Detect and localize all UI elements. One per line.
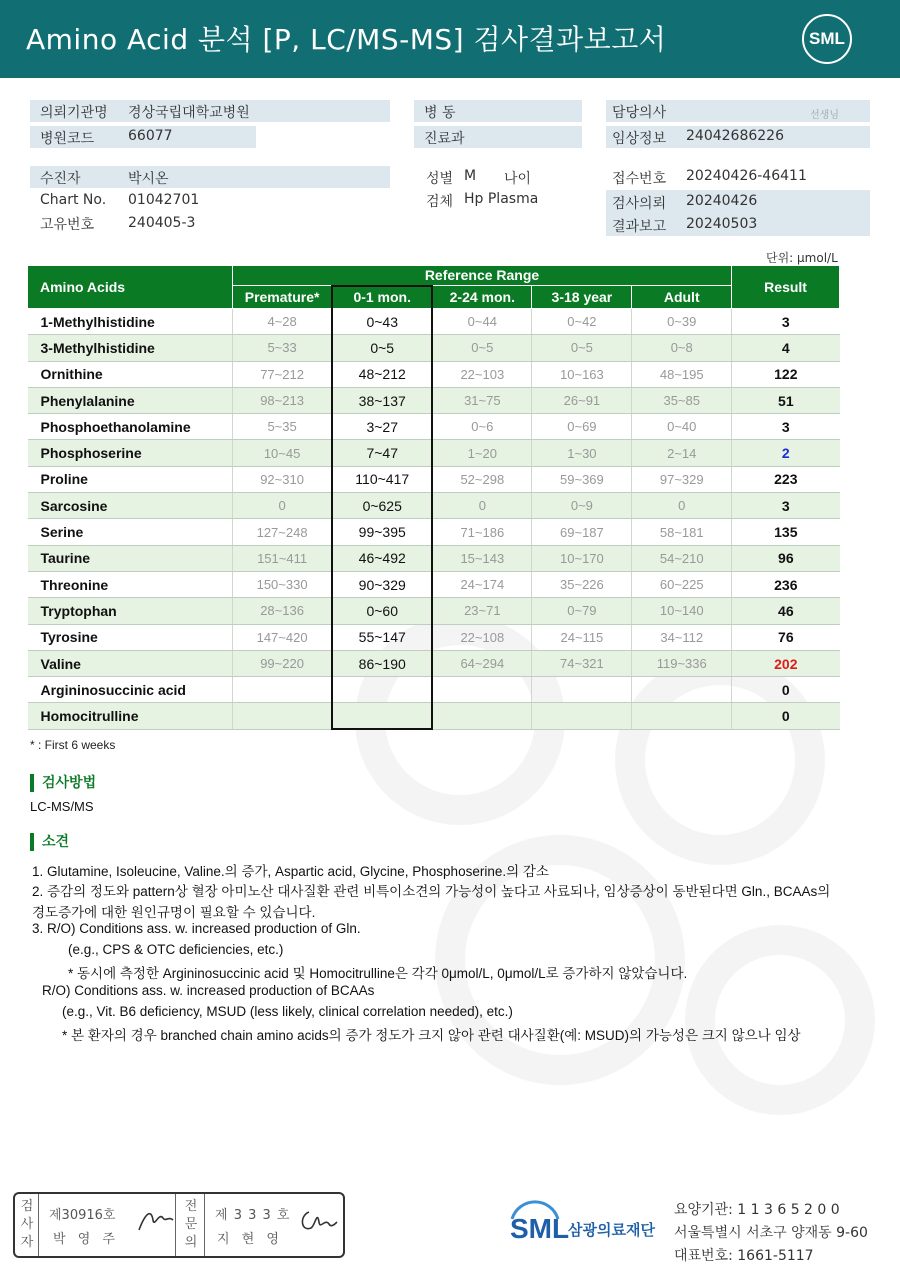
age-label: 나이 — [504, 171, 532, 187]
amino-acid-name: Proline — [28, 466, 233, 492]
ref-2-24-mon: 0 — [432, 493, 532, 519]
patient-value: 박시온 — [128, 171, 169, 187]
ref-premature: 147~420 — [232, 624, 332, 650]
col-reference-range: Reference Range — [232, 266, 731, 286]
specialist-label-1: 전 — [184, 1199, 198, 1214]
footnote: * : First 6 weeks — [30, 738, 116, 752]
amino-acid-name: Serine — [28, 519, 233, 545]
result-value: 4 — [732, 335, 840, 361]
ref-2-24-mon — [432, 703, 532, 729]
amino-acid-name: Ornithine — [28, 361, 233, 387]
ref-premature: 127~248 — [232, 519, 332, 545]
result-value: 122 — [732, 361, 840, 387]
finding-line: 1. Glutamine, Isoleucine, Valine.의 증가, Aspartic acid, Glycine, Phosphoserine.의 감소 — [32, 864, 549, 879]
specimen-value: Hp Plasma — [464, 191, 539, 207]
ref-premature: 28~136 — [232, 598, 332, 624]
ref-premature: 99~220 — [232, 650, 332, 676]
ref-0-1-mon — [332, 677, 432, 703]
ref-3-18-year: 26~91 — [532, 387, 632, 413]
clinical-label: 임상정보 — [612, 131, 667, 147]
ref-2-24-mon: 22~108 — [432, 624, 532, 650]
result-value: 135 — [732, 519, 840, 545]
report-value: 20240503 — [686, 216, 758, 232]
table-row — [28, 414, 840, 440]
doctor-label: 담당의사 — [612, 105, 667, 121]
clinical-value: 24042686226 — [686, 128, 784, 144]
ref-adult: 0~40 — [632, 414, 732, 440]
info-box — [30, 166, 390, 188]
ref-3-18-year: 0~42 — [532, 309, 632, 335]
ref-premature: 0 — [232, 493, 332, 519]
examiner-license: 제30916호 — [49, 1208, 116, 1223]
result-value: 2 — [732, 440, 840, 466]
ref-3-18-year: 59~369 — [532, 466, 632, 492]
unique-label: 고유번호 — [40, 217, 95, 233]
specimen-label: 검체 — [426, 194, 454, 210]
ref-0-1-mon: 46~492 — [332, 545, 432, 571]
finding-line: * 본 환자의 경우 branched chain amino acids의 증가 정도가 크지 않아 관련 대사질환(예: MSUD)의 가능성은 크지 않으나 임상 — [62, 1028, 801, 1043]
method-value: LC-MS/MS — [30, 799, 94, 814]
report-header — [0, 0, 900, 78]
ref-premature: 98~213 — [232, 387, 332, 413]
ref-premature: 10~45 — [232, 440, 332, 466]
specialist-license: 제 3 3 3 호 — [215, 1208, 291, 1223]
ref-adult: 0~39 — [632, 309, 732, 335]
table-row — [28, 519, 840, 545]
col-0-1-mon: 0-1 mon. — [332, 286, 432, 309]
amino-acid-name: Taurine — [28, 545, 233, 571]
patient-label: 수진자 — [40, 171, 81, 187]
ref-2-24-mon: 23~71 — [432, 598, 532, 624]
dept-label: 진료과 — [424, 131, 465, 147]
result-value: 202 — [732, 650, 840, 676]
org-logo-text: SML — [510, 1213, 570, 1244]
org-code: 요양기관: 1 1 3 6 5 2 0 0 — [674, 1202, 840, 1218]
examiner-label-2: 사 — [20, 1217, 34, 1232]
ref-adult: 0 — [632, 493, 732, 519]
col-adult: Adult — [632, 286, 732, 309]
ref-3-18-year: 1~30 — [532, 440, 632, 466]
ref-premature — [232, 677, 332, 703]
ref-0-1-mon: 86~190 — [332, 650, 432, 676]
ref-2-24-mon: 0~6 — [432, 414, 532, 440]
examiner-name: 박 영 주 — [53, 1232, 119, 1247]
ref-premature: 150~330 — [232, 571, 332, 597]
ref-2-24-mon: 71~186 — [432, 519, 532, 545]
ref-3-18-year: 0~5 — [532, 335, 632, 361]
ref-3-18-year: 10~163 — [532, 361, 632, 387]
ref-2-24-mon: 24~174 — [432, 571, 532, 597]
findings-title: 소견 — [30, 833, 69, 851]
ref-2-24-mon: 0~5 — [432, 335, 532, 361]
table-row — [28, 571, 840, 597]
col-amino-acids: Amino Acids — [28, 266, 233, 309]
ref-3-18-year: 0~69 — [532, 414, 632, 440]
table-row — [28, 361, 840, 387]
table-row — [28, 677, 840, 703]
amino-acid-name: Threonine — [28, 571, 233, 597]
ref-premature: 4~28 — [232, 309, 332, 335]
finding-line: R/O) Conditions ass. w. increased production of BCAAs — [42, 983, 375, 998]
chart-label: Chart No. — [40, 192, 107, 208]
request-value: 20240426 — [686, 193, 758, 209]
ref-premature: 151~411 — [232, 545, 332, 571]
amino-acid-name: Valine — [28, 650, 233, 676]
unique-value: 240405-3 — [128, 215, 196, 231]
amino-acid-name: Phenylalanine — [28, 387, 233, 413]
ref-3-18-year — [532, 703, 632, 729]
finding-line: (e.g., CPS & OTC deficiencies, etc.) — [68, 942, 284, 957]
ref-adult: 97~329 — [632, 466, 732, 492]
ref-3-18-year: 0~9 — [532, 493, 632, 519]
report-label: 결과보고 — [612, 219, 667, 235]
amino-acid-name: Phosphoserine — [28, 440, 233, 466]
ref-2-24-mon: 1~20 — [432, 440, 532, 466]
ref-0-1-mon: 99~395 — [332, 519, 432, 545]
signature-box — [13, 1192, 345, 1258]
chart-value: 01042701 — [128, 192, 200, 208]
examiner-label-3: 자 — [20, 1235, 34, 1250]
table-row — [28, 624, 840, 650]
ref-0-1-mon — [332, 703, 432, 729]
ref-premature: 77~212 — [232, 361, 332, 387]
ref-2-24-mon: 0~44 — [432, 309, 532, 335]
ref-premature: 5~35 — [232, 414, 332, 440]
table-row — [28, 545, 840, 571]
ref-adult: 34~112 — [632, 624, 732, 650]
amino-acid-name: Homocitrulline — [28, 703, 233, 729]
ref-3-18-year: 10~170 — [532, 545, 632, 571]
table-row — [28, 309, 840, 335]
finding-line: (e.g., Vit. B6 deficiency, MSUD (less likely, clinical correlation needed), etc.) — [62, 1004, 513, 1019]
ref-3-18-year: 35~226 — [532, 571, 632, 597]
table-row — [28, 703, 840, 729]
result-value: 46 — [732, 598, 840, 624]
ref-premature — [232, 703, 332, 729]
specialist-label-3: 의 — [184, 1235, 198, 1250]
ref-adult: 35~85 — [632, 387, 732, 413]
ref-3-18-year: 69~187 — [532, 519, 632, 545]
reception-label: 접수번호 — [612, 171, 667, 187]
ref-premature: 5~33 — [232, 335, 332, 361]
amino-acid-name: Phosphoethanolamine — [28, 414, 233, 440]
result-value: 51 — [732, 387, 840, 413]
org-address: 서울특별시 서초구 양재동 9-60 — [674, 1225, 868, 1241]
col-result: Result — [732, 266, 840, 309]
table-row — [28, 440, 840, 466]
ref-adult: 48~195 — [632, 361, 732, 387]
ref-2-24-mon: 52~298 — [432, 466, 532, 492]
ref-adult: 119~336 — [632, 650, 732, 676]
ref-0-1-mon: 7~47 — [332, 440, 432, 466]
finding-line: 3. R/O) Conditions ass. w. increased production of Gln. — [32, 921, 361, 936]
result-value: 3 — [732, 493, 840, 519]
ref-2-24-mon: 22~103 — [432, 361, 532, 387]
examiner-signature-icon — [135, 1204, 175, 1238]
result-value: 76 — [732, 624, 840, 650]
ref-0-1-mon: 38~137 — [332, 387, 432, 413]
code-label: 병원코드 — [40, 131, 95, 147]
finding-line: 2. 증감의 정도와 pattern상 혈장 아미노산 대사질환 관련 비특이소견의 가능성이 높다고 사료되나, 임상증상이 동반된다면 Gln., BCAAs의 — [32, 884, 831, 899]
ref-adult: 54~210 — [632, 545, 732, 571]
doctor-suffix: 선생님 — [810, 110, 839, 121]
result-value: 3 — [732, 309, 840, 335]
sex-label: 성별 — [426, 171, 454, 187]
sex-value: M — [464, 168, 477, 184]
ref-adult — [632, 677, 732, 703]
ward-label: 병 동 — [424, 105, 456, 121]
hospital-value: 경상국립대학교병원 — [128, 105, 250, 121]
examiner-label-1: 검 — [20, 1199, 34, 1214]
result-value: 3 — [732, 414, 840, 440]
result-value: 223 — [732, 466, 840, 492]
table-row — [28, 387, 840, 413]
table-row — [28, 335, 840, 361]
ref-0-1-mon: 0~625 — [332, 493, 432, 519]
specialist-label-2: 문 — [184, 1217, 198, 1232]
ref-adult: 58~181 — [632, 519, 732, 545]
table-row — [28, 598, 840, 624]
ref-3-18-year: 0~79 — [532, 598, 632, 624]
amino-acid-name: Tryptophan — [28, 598, 233, 624]
amino-acid-table — [27, 265, 840, 730]
ref-0-1-mon: 3~27 — [332, 414, 432, 440]
ref-0-1-mon: 48~212 — [332, 361, 432, 387]
ref-2-24-mon: 64~294 — [432, 650, 532, 676]
result-value: 236 — [732, 571, 840, 597]
ref-0-1-mon: 0~5 — [332, 335, 432, 361]
org-phone: 대표번호: 1661-5117 — [674, 1248, 814, 1264]
amino-acid-name: Argininosuccinic acid — [28, 677, 233, 703]
hospital-label: 의뢰기관명 — [40, 105, 108, 121]
amino-acid-name: Sarcosine — [28, 493, 233, 519]
amino-acid-name: 1-Methylhistidine — [28, 309, 233, 335]
unit-label: 단위: μmol/L — [766, 251, 838, 265]
ref-3-18-year: 74~321 — [532, 650, 632, 676]
reception-value: 20240426-46411 — [686, 168, 807, 184]
request-label: 검사의뢰 — [612, 196, 667, 212]
sml-logo-icon: SML — [802, 14, 852, 64]
specialist-signature-icon — [295, 1204, 339, 1238]
ref-0-1-mon: 0~43 — [332, 309, 432, 335]
result-value: 0 — [732, 703, 840, 729]
result-value: 0 — [732, 677, 840, 703]
ref-0-1-mon: 55~147 — [332, 624, 432, 650]
ref-adult: 0~8 — [632, 335, 732, 361]
ref-0-1-mon: 110~417 — [332, 466, 432, 492]
col-3-18-year: 3-18 year — [532, 286, 632, 309]
org-name: 삼광의료재단 — [568, 1222, 655, 1239]
table-row — [28, 493, 840, 519]
method-title: 검사방법 — [30, 774, 96, 792]
specialist-name: 지 현 영 — [217, 1232, 283, 1247]
result-value: 96 — [732, 545, 840, 571]
ref-2-24-mon: 31~75 — [432, 387, 532, 413]
ref-2-24-mon — [432, 677, 532, 703]
ref-2-24-mon: 15~143 — [432, 545, 532, 571]
amino-acid-name: 3-Methylhistidine — [28, 335, 233, 361]
ref-3-18-year: 24~115 — [532, 624, 632, 650]
ref-adult: 2~14 — [632, 440, 732, 466]
col-2-24-mon: 2-24 mon. — [432, 286, 532, 309]
ref-adult: 60~225 — [632, 571, 732, 597]
ref-0-1-mon: 90~329 — [332, 571, 432, 597]
table-row — [28, 650, 840, 676]
finding-line: * 동시에 측정한 Argininosuccinic acid 및 Homocitrulline은 각각 0μmol/L, 0μmol/L로 증가하지 않았습니다. — [68, 966, 688, 981]
code-value: 66077 — [128, 128, 173, 144]
report-title: Amino Acid 분석 [P, LC/MS-MS] 검사결과보고서 — [26, 23, 667, 56]
finding-line: 경도증가에 대한 원인규명이 필요할 수 있습니다. — [32, 905, 316, 920]
ref-adult — [632, 703, 732, 729]
ref-0-1-mon: 0~60 — [332, 598, 432, 624]
col-premature: Premature* — [232, 286, 332, 309]
ref-3-18-year — [532, 677, 632, 703]
amino-acid-name: Tyrosine — [28, 624, 233, 650]
ref-premature: 92~310 — [232, 466, 332, 492]
ref-adult: 10~140 — [632, 598, 732, 624]
table-row — [28, 466, 840, 492]
